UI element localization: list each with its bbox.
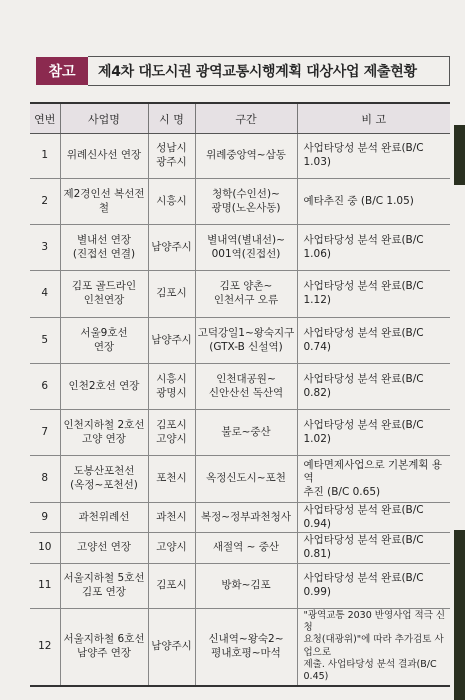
header-remark: 비 고 [297,103,450,134]
cell-project-name: 도봉산포천선 (옥정~포천선) [60,456,148,503]
cell-city: 과천시 [148,503,195,533]
cell-project-name: 고양선 연장 [60,533,148,563]
cell-section: 고덕강일1~왕숙지구 (GTX-B 신설역) [195,318,297,364]
cell-remark: 예타추진 중 (B/C 1.05) [297,179,450,225]
cell-city: 남양주시 [148,318,195,364]
cell-project-name: 김포 골드라인 인천연장 [60,271,148,318]
project-table [30,102,450,687]
cell-city: 김포시 [148,271,195,318]
cell-city: 남양주시 [148,608,195,686]
cell-section: 신내역~왕숙2~ 평내호평~마석 [195,608,297,686]
cell-remark: 사업타당성 분석 완료(B/C 1.03) [297,134,450,179]
table-row [30,225,450,271]
cell-city: 시흥시 광명시 [148,364,195,410]
cell-section: 복정~정부과천청사 [195,503,297,533]
cell-project-name: 제2경인선 복선전철 [60,179,148,225]
cell-no: 8 [30,456,60,503]
cell-section: 불로~중산 [195,410,297,456]
table-row [30,608,450,686]
cell-no: 6 [30,364,60,410]
table-row [30,563,450,608]
table-header-row [30,103,450,134]
cell-remark: "광역교통 2030 반영사업 적극 신청 요청(대광위)"에 따라 추가검토 사업으로 제출. 사업타당성 분석 결과(B/C 0.45) [297,608,450,686]
cell-city: 포천시 [148,456,195,503]
header-project-name: 사업명 [60,103,148,134]
cell-project-name: 위례신사선 연장 [60,134,148,179]
header-city: 시 명 [148,103,195,134]
cell-section: 방화~김포 [195,563,297,608]
cell-section: 위례중앙역~삼동 [195,134,297,179]
table-row [30,134,450,179]
table-row [30,456,450,503]
section-title [36,56,450,86]
cell-remark: 사업타당성 분석 완료(B/C 0.81) [297,533,450,563]
cell-project-name: 인천지하철 2호선 고양 연장 [60,410,148,456]
table-row [30,533,450,563]
cell-section: 옥정신도시~포천 [195,456,297,503]
cell-no: 1 [30,134,60,179]
cell-remark: 사업타당성 분석 완료(B/C 1.06) [297,225,450,271]
cell-remark: 사업타당성 분석 완료(B/C 0.99) [297,563,450,608]
table-row [30,503,450,533]
header-no: 연번 [30,103,60,134]
cell-no: 10 [30,533,60,563]
cell-project-name: 인천2호선 연장 [60,364,148,410]
cell-city: 성남시 광주시 [148,134,195,179]
cell-no: 11 [30,563,60,608]
cell-no: 12 [30,608,60,686]
cell-remark: 사업타당성 분석 완료(B/C 0.94) [297,503,450,533]
cell-section: 인천대공원~ 신안산선 독산역 [195,364,297,410]
cell-project-name: 서울지하철 6호선 남양주 연장 [60,608,148,686]
cell-city: 고양시 [148,533,195,563]
reference-badge: 참고 [36,57,88,85]
header-section: 구간 [195,103,297,134]
cell-city: 김포시 고양시 [148,410,195,456]
cell-city: 시흥시 [148,179,195,225]
cell-project-name: 서울9호선 연장 [60,318,148,364]
table-row [30,271,450,318]
cell-section: 새절역 ~ 중산 [195,533,297,563]
cell-remark: 예타면제사업으로 기본계획 용역 추진 (B/C 0.65) [297,456,450,503]
cell-project-name: 과천위례선 [60,503,148,533]
cell-section: 별내역(별내선)~ 001역(진접선) [195,225,297,271]
cell-no: 7 [30,410,60,456]
cell-remark: 사업타당성 분석 완료(B/C 1.12) [297,271,450,318]
cell-no: 4 [30,271,60,318]
cell-remark: 사업타당성 분석 완료(B/C 1.02) [297,410,450,456]
cell-section: 김포 양촌~ 인천서구 오류 [195,271,297,318]
cell-no: 9 [30,503,60,533]
table-row [30,410,450,456]
cell-remark: 사업타당성 분석 완료(B/C 0.74) [297,318,450,364]
table-row [30,179,450,225]
cell-project-name: 별내선 연장 (진접선 연결) [60,225,148,271]
cell-no: 5 [30,318,60,364]
binder-edge-bottom [454,530,465,700]
document-title: 제4차 대도시권 광역교통시행계획 대상사업 제출현황 [88,56,450,86]
cell-city: 남양주시 [148,225,195,271]
cell-no: 3 [30,225,60,271]
cell-project-name: 서울지하철 5호선 김포 연장 [60,563,148,608]
table-row [30,364,450,410]
cell-city: 김포시 [148,563,195,608]
table-row [30,318,450,364]
cell-section: 청학(수인선)~ 광명(노온사동) [195,179,297,225]
binder-edge-top [454,125,465,185]
cell-remark: 사업타당성 분석 완료(B/C 0.82) [297,364,450,410]
cell-no: 2 [30,179,60,225]
